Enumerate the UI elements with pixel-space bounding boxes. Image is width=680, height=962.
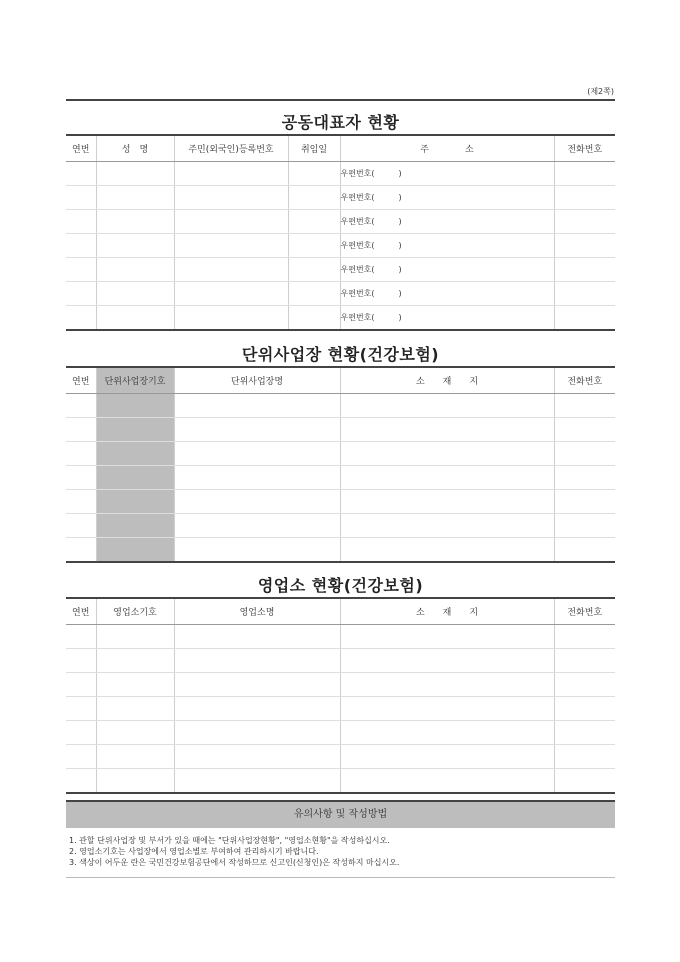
form-cell[interactable] <box>554 282 615 306</box>
form-cell[interactable] <box>554 490 615 514</box>
form-cell[interactable] <box>554 769 615 794</box>
postal-code-cell[interactable]: 우편번호( ) <box>340 162 554 186</box>
form-cell[interactable] <box>174 210 288 234</box>
form-cell[interactable] <box>96 649 174 673</box>
form-cell[interactable] <box>174 769 340 794</box>
col-address: 주 소 <box>340 135 554 162</box>
form-cell[interactable] <box>174 162 288 186</box>
form-cell[interactable] <box>174 649 340 673</box>
form-cell[interactable] <box>554 466 615 490</box>
table-row <box>66 538 615 563</box>
form-cell[interactable] <box>554 673 615 697</box>
form-cell[interactable] <box>554 649 615 673</box>
col-registration-number: 주민(외국인)등록번호 <box>174 135 288 162</box>
form-cell[interactable] <box>288 210 340 234</box>
form-cell[interactable] <box>554 210 615 234</box>
col-location: 소 재 지 <box>340 367 554 394</box>
form-cell[interactable] <box>174 442 340 466</box>
col-branch-code: 영업소기호 <box>96 598 174 625</box>
form-cell[interactable] <box>174 186 288 210</box>
table-row <box>66 514 615 538</box>
form-cell[interactable] <box>554 697 615 721</box>
table-row <box>66 210 615 234</box>
table-row <box>66 649 615 673</box>
unit-workplace-table <box>66 366 615 563</box>
form-cell[interactable] <box>66 697 96 721</box>
form-cell[interactable] <box>174 721 340 745</box>
form-cell[interactable] <box>96 306 174 331</box>
table-header-row <box>66 135 615 162</box>
table-row <box>66 490 615 514</box>
form-cell[interactable] <box>96 210 174 234</box>
col-branch-name: 영업소명 <box>174 598 340 625</box>
form-cell[interactable] <box>174 490 340 514</box>
note-item: 2. 영업소기호는 사업장에서 영업소별로 부여하여 관리하시기 바랍니다. <box>69 847 319 856</box>
form-cell[interactable] <box>340 538 554 563</box>
form-cell[interactable] <box>554 186 615 210</box>
form-cell[interactable] <box>66 673 96 697</box>
branch-office-table <box>66 597 615 794</box>
form-cell[interactable] <box>554 306 615 331</box>
form-cell[interactable] <box>66 769 96 794</box>
table-header-row <box>66 598 615 625</box>
form-cell[interactable] <box>96 721 174 745</box>
form-cell[interactable] <box>554 258 615 282</box>
form-cell[interactable] <box>96 490 174 514</box>
form-cell[interactable] <box>174 538 340 563</box>
postal-code-cell[interactable]: 우편번호( ) <box>340 210 554 234</box>
form-cell[interactable] <box>66 442 96 466</box>
postal-code-cell[interactable]: 우편번호( ) <box>340 306 554 331</box>
col-unit-workplace-code: 단위사업장기호 <box>96 367 174 394</box>
form-cell[interactable] <box>66 234 96 258</box>
form-cell[interactable] <box>96 697 174 721</box>
col-phone: 전화번호 <box>554 598 615 625</box>
form-cell[interactable] <box>174 418 340 442</box>
table-row <box>66 769 615 794</box>
form-cell[interactable] <box>174 514 340 538</box>
form-cell[interactable] <box>174 306 288 331</box>
top-rule <box>66 99 615 101</box>
form-cell[interactable] <box>554 514 615 538</box>
form-cell[interactable] <box>554 394 615 418</box>
form-cell[interactable] <box>66 490 96 514</box>
table-row <box>66 745 615 769</box>
form-cell[interactable] <box>66 418 96 442</box>
form-cell[interactable] <box>96 745 174 769</box>
form-cell[interactable] <box>96 282 174 306</box>
note-item: 3. 색상이 어두운 란은 국민건강보험공단에서 작성하므로 신고인(신청인)은 작성하지 마십시오. <box>69 858 400 867</box>
table-row <box>66 162 615 186</box>
notes-title: 유의사항 및 작성방법 <box>66 800 615 828</box>
form-cell[interactable] <box>66 210 96 234</box>
form-cell[interactable] <box>288 162 340 186</box>
postal-code-cell[interactable]: 우편번호( ) <box>340 282 554 306</box>
form-cell[interactable] <box>96 162 174 186</box>
table-row <box>66 625 615 649</box>
form-cell[interactable] <box>174 625 340 649</box>
form-cell[interactable] <box>96 442 174 466</box>
form-cell[interactable] <box>96 394 174 418</box>
form-cell[interactable] <box>96 186 174 210</box>
form-cell[interactable] <box>66 186 96 210</box>
form-cell[interactable] <box>554 538 615 563</box>
form-cell[interactable] <box>66 514 96 538</box>
col-phone: 전화번호 <box>554 367 615 394</box>
form-cell[interactable] <box>96 769 174 794</box>
form-cell[interactable] <box>66 721 96 745</box>
form-cell[interactable] <box>554 721 615 745</box>
postal-code-cell[interactable]: 우편번호( ) <box>340 258 554 282</box>
form-cell[interactable] <box>554 625 615 649</box>
table-row <box>66 673 615 697</box>
col-serial: 연번 <box>66 135 96 162</box>
postal-code-cell[interactable]: 우편번호( ) <box>340 234 554 258</box>
col-serial: 연번 <box>66 367 96 394</box>
form-cell[interactable] <box>96 466 174 490</box>
form-cell[interactable] <box>288 258 340 282</box>
form-cell[interactable] <box>174 466 340 490</box>
bottom-rule <box>66 877 615 878</box>
form-cell[interactable] <box>340 697 554 721</box>
form-cell[interactable] <box>96 418 174 442</box>
form-cell[interactable] <box>66 394 96 418</box>
table-row <box>66 442 615 466</box>
form-cell[interactable] <box>554 418 615 442</box>
form-cell[interactable] <box>554 162 615 186</box>
form-cell[interactable] <box>66 282 96 306</box>
form-cell[interactable] <box>174 258 288 282</box>
form-cell[interactable] <box>554 442 615 466</box>
form-cell[interactable] <box>174 282 288 306</box>
form-cell[interactable] <box>66 745 96 769</box>
section2-title: 단위사업장 현황(건강보험) <box>241 345 440 364</box>
form-cell[interactable] <box>340 721 554 745</box>
form-cell[interactable] <box>174 234 288 258</box>
form-cell[interactable] <box>96 673 174 697</box>
form-cell[interactable] <box>66 649 96 673</box>
form-cell[interactable] <box>66 258 96 282</box>
form-cell[interactable] <box>66 466 96 490</box>
table-row <box>66 394 615 418</box>
col-phone: 전화번호 <box>554 135 615 162</box>
form-cell[interactable] <box>340 466 554 490</box>
table-row <box>66 258 615 282</box>
form-cell[interactable] <box>174 745 340 769</box>
table-row <box>66 418 615 442</box>
form-cell[interactable] <box>96 234 174 258</box>
form-cell[interactable] <box>174 697 340 721</box>
col-inauguration-date: 취임일 <box>288 135 340 162</box>
form-cell[interactable] <box>340 442 554 466</box>
col-serial: 연번 <box>66 598 96 625</box>
table-header-row <box>66 367 615 394</box>
form-cell[interactable] <box>340 649 554 673</box>
postal-code-cell[interactable]: 우편번호( ) <box>340 186 554 210</box>
form-cell[interactable] <box>288 186 340 210</box>
note-item: 1. 관할 단위사업장 및 부서가 있을 때에는 "단위사업장현황", "영업소현황"을 작성하십시오. <box>69 836 390 845</box>
form-cell[interactable] <box>66 625 96 649</box>
form-cell[interactable] <box>340 625 554 649</box>
form-cell[interactable] <box>340 514 554 538</box>
co-representatives-table <box>66 134 615 331</box>
table-row <box>66 697 615 721</box>
form-cell[interactable] <box>340 769 554 794</box>
form-cell[interactable] <box>66 162 96 186</box>
form-cell[interactable] <box>174 394 340 418</box>
form-cell[interactable] <box>340 394 554 418</box>
form-cell[interactable] <box>96 625 174 649</box>
form-cell[interactable] <box>554 745 615 769</box>
table-row <box>66 306 615 331</box>
page-label: (제2쪽) <box>587 87 614 96</box>
form-cell[interactable] <box>340 673 554 697</box>
section3-title: 영업소 현황(건강보험) <box>257 576 424 595</box>
table-row <box>66 186 615 210</box>
table-row <box>66 234 615 258</box>
form-cell[interactable] <box>288 282 340 306</box>
notes-list <box>66 835 615 868</box>
form-cell[interactable] <box>96 514 174 538</box>
form-cell[interactable] <box>340 745 554 769</box>
form-cell[interactable] <box>288 234 340 258</box>
col-location: 소 재 지 <box>340 598 554 625</box>
form-cell[interactable] <box>340 418 554 442</box>
section1-title: 공동대표자 현황 <box>281 113 400 132</box>
form-cell[interactable] <box>96 258 174 282</box>
form-cell[interactable] <box>174 673 340 697</box>
table-row <box>66 466 615 490</box>
form-cell[interactable] <box>288 306 340 331</box>
table-row <box>66 282 615 306</box>
form-cell[interactable] <box>554 234 615 258</box>
col-name: 성 명 <box>96 135 174 162</box>
form-cell[interactable] <box>340 490 554 514</box>
col-unit-workplace-name: 단위사업장명 <box>174 367 340 394</box>
form-cell[interactable] <box>66 306 96 331</box>
form-cell[interactable] <box>66 538 96 563</box>
form-cell[interactable] <box>96 538 174 563</box>
table-row <box>66 721 615 745</box>
